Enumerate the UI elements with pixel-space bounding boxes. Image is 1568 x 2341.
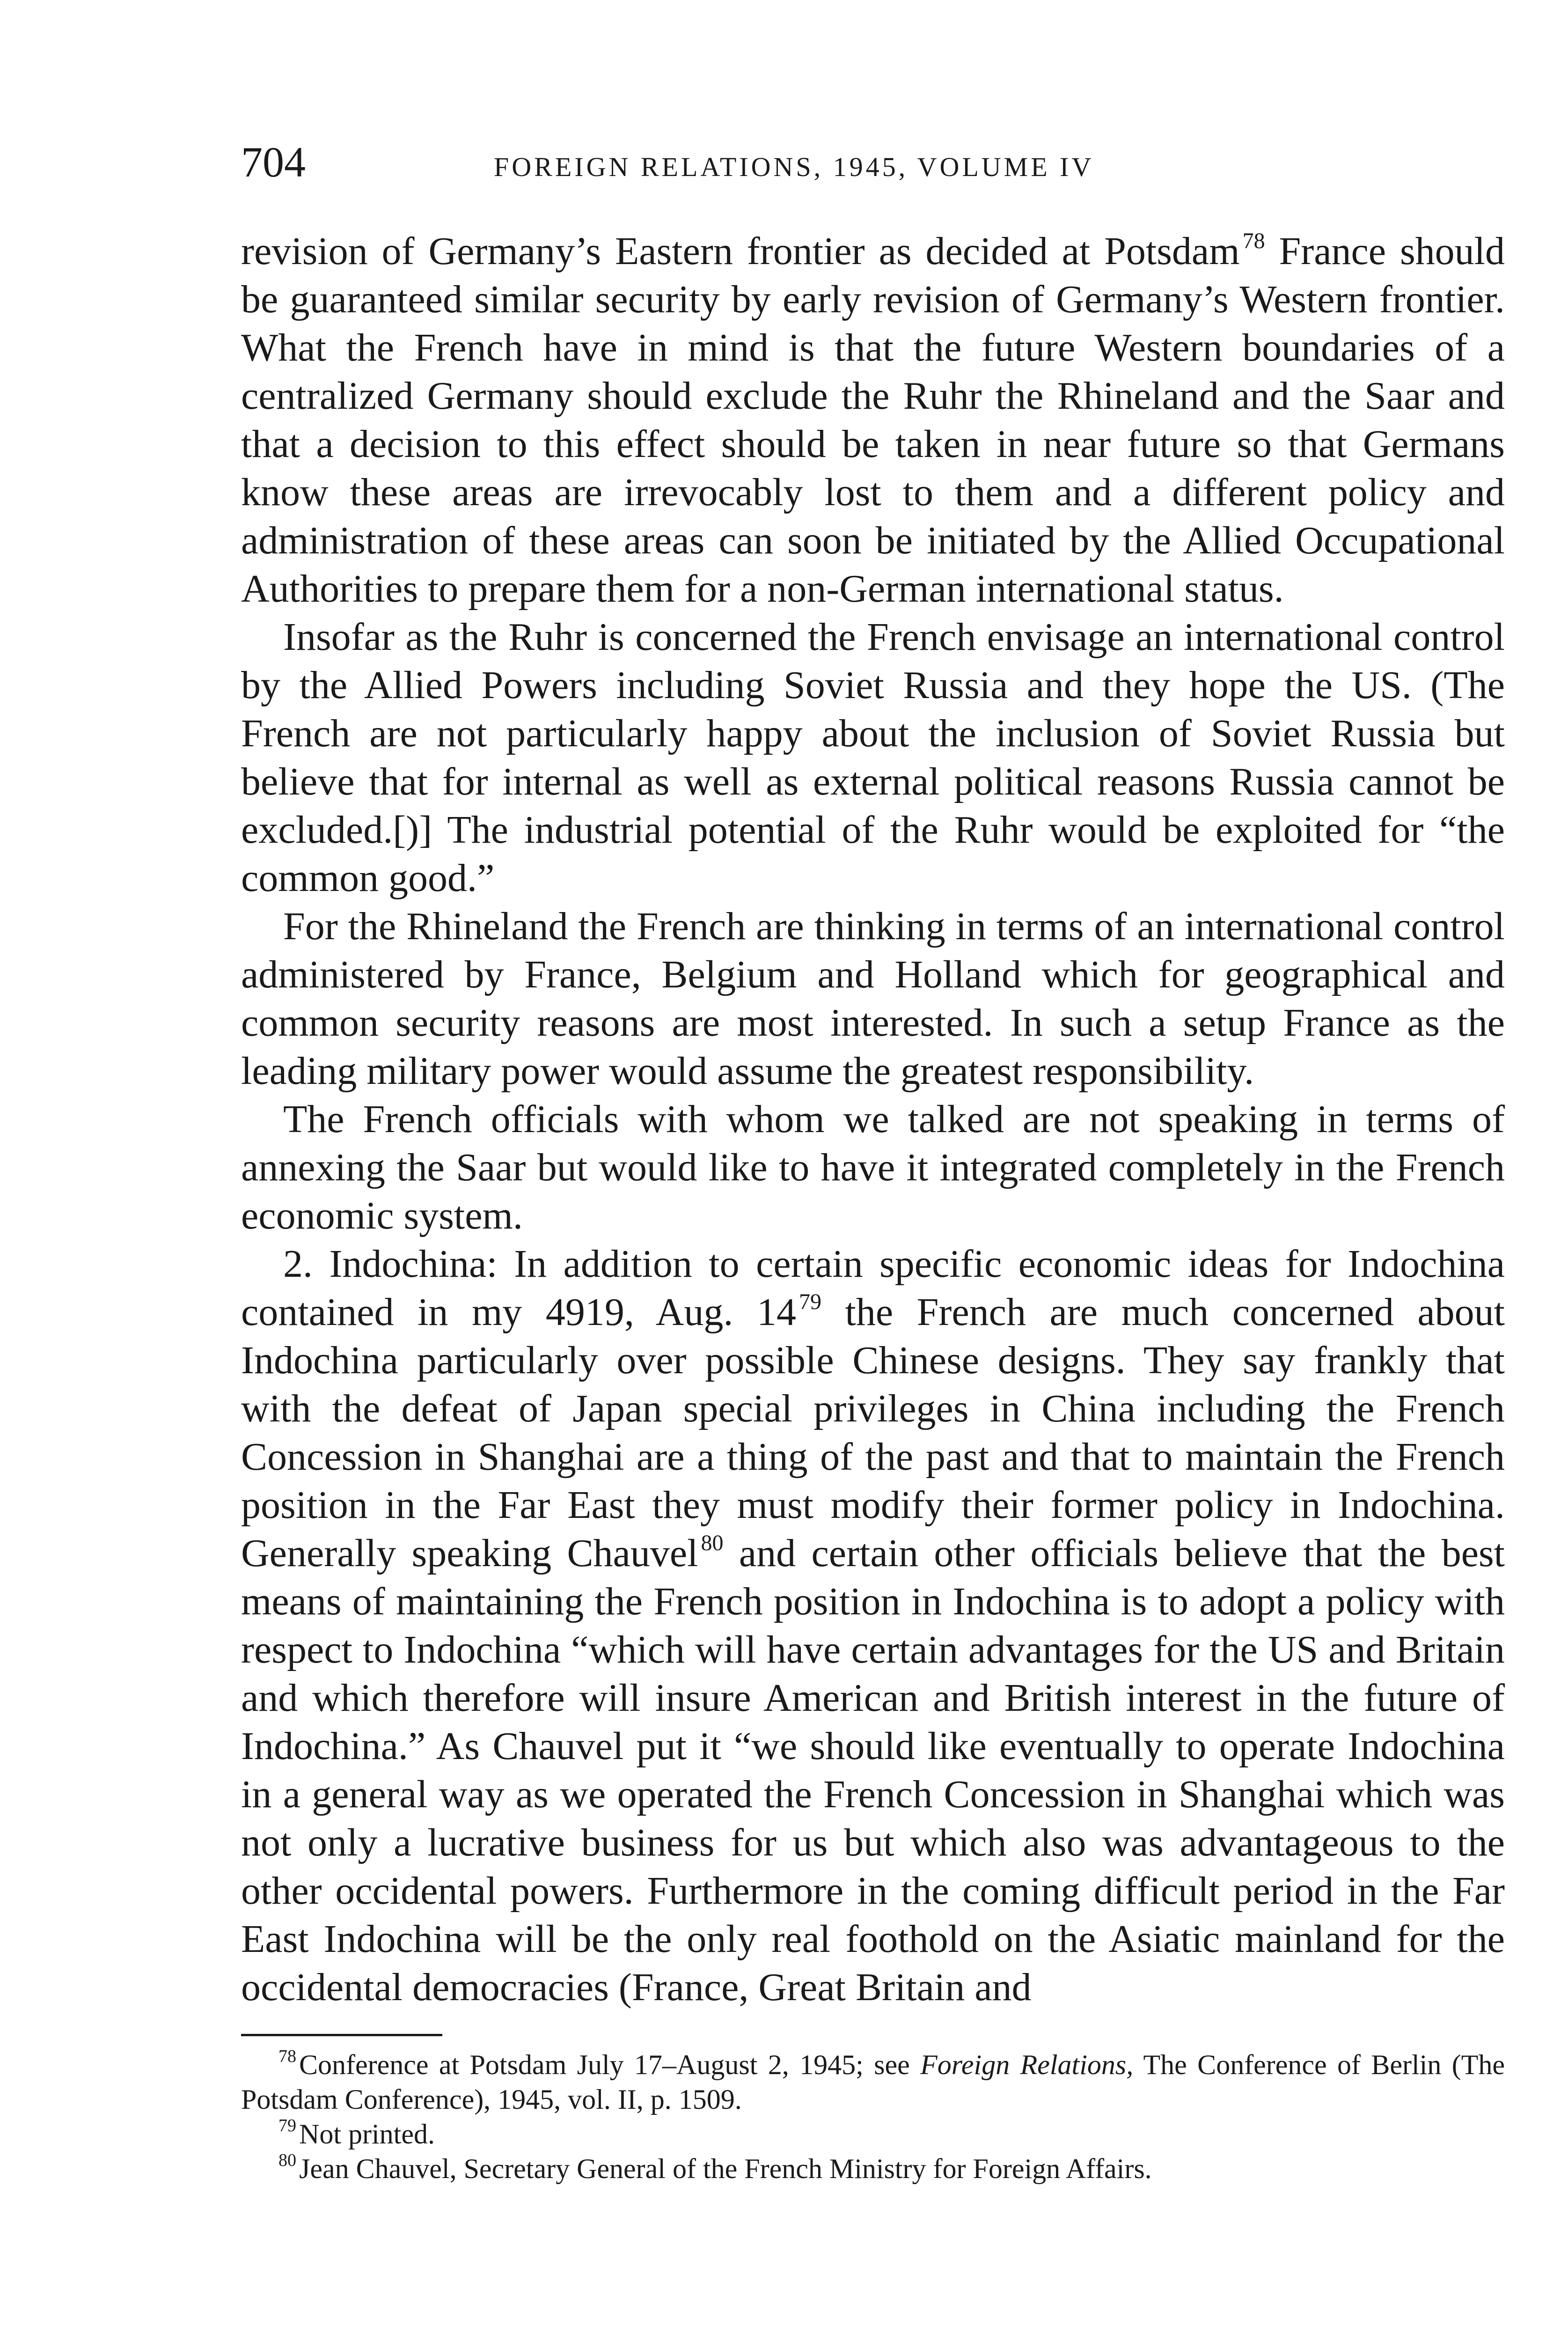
paragraph-1-text-a: revision of Germany’s Eastern frontier as decided at Potsdam [241,229,1240,273]
footnote-ref-80: 80 [701,1531,724,1555]
body-text [241,227,1505,2011]
footnote-number-78: 78 [278,2047,296,2066]
footnote-number-80: 80 [278,2150,296,2170]
footnote-ref-79: 79 [799,1289,821,1314]
page-header [241,140,1505,201]
page-number: 704 [241,138,306,186]
paragraph-1-text-b: France should be guaranteed similar security by early revision of Germany’s Western frontier. What the French have in mind is that the future Western boundaries of a centralized Germany should exclude the Ruhr the Rhineland and the Saar and that a decision to this effect should be taken in near future so that Germans know these areas are irrevocably lost to them and a different policy and administration of these areas can soon be initiated by the Allied Occupational Authorities to prepare them for a non-German international status. [241,229,1505,611]
footnote-79-text: Not printed. [299,2119,435,2150]
footnote-78-text-a: Conference at Potsdam July 17–August 2, 1945; see [299,2049,910,2080]
paragraph-1 [241,227,1505,613]
footnote-number-79: 79 [278,2116,296,2135]
document-page [241,140,1505,2186]
paragraph-5 [241,1240,1505,2011]
paragraph-4: The French officials with whom we talked are not speaking in terms of annexing the Saar but would like to have it integrated completely in the French economic system. [241,1097,1505,1237]
paragraph-3: For the Rhineland the French are thinking in terms of an international control administered by France, Belgium and Holland which for geographical and common security reasons are most interested. In such a setup France as the leading military power would assume the greatest responsibility. [241,905,1505,1093]
footnote-78 [241,2047,1505,2117]
footnote-79 [241,2117,1505,2151]
footnote-ref-78: 78 [1242,228,1265,253]
footnotes [241,2047,1505,2186]
footnote-80 [241,2151,1505,2186]
paragraph-5-text-b: the French are much concerned about Indochina particularly over possible Chinese designs. They say frankly that with the defeat of Japan special privileges in China including the French Concession in Shanghai are a thing of the past and that to maintain the French position in the Far East they must modify their former policy in Indochina. Generally speaking Chauvel [241,1290,1505,1575]
paragraph-2: Insofar as the Ruhr is concerned the French envisage an international control by the Allied Powers including Soviet Russia and they hope the US. (The French are not particularly happy about the inclusion of Soviet Russia but believe that for internal as well as external political reasons Russia cannot be excluded.[)] The industrial potential of the Ruhr would be exploited for “the common good.” [241,615,1505,900]
running-head: FOREIGN RELATIONS, 1945, VOLUME IV [494,152,1094,182]
footnote-rule [241,2034,442,2036]
paragraph-5-text-c: and certain other officials believe that the best means of maintaining the French position in Indochina is to adopt a policy with respect to Indochina “which will have certain advantages for the US and Britain and which therefore will insure American and British interest in the future of Indochina.” As Chauvel put it “we should like eventually to operate Indochina in a general way as we operated the French Concession in Shanghai which was not only a lucrative business for us but which also was advantageous to the other occidental powers. Furthermore in the coming difficult period in the Far East Indochina will be the only real foothold on the Asiatic mainland for the occidental democracies (France, Great Britain and [241,1531,1505,2009]
footnote-78-italic: Foreign Relations, [920,2049,1134,2080]
footnote-78-text-b: The Conference of Berlin (The Potsdam Conference), 1945, vol. II, p. 1509. [241,2049,1505,2115]
footnote-80-text: Jean Chauvel, Secretary General of the French Ministry for Foreign Affairs. [299,2153,1152,2184]
paragraph-5-text-a: 2. Indochina: In addition to certain specific economic ideas for Indochina contained in my 4919, Aug. 14 [241,1242,1505,1334]
